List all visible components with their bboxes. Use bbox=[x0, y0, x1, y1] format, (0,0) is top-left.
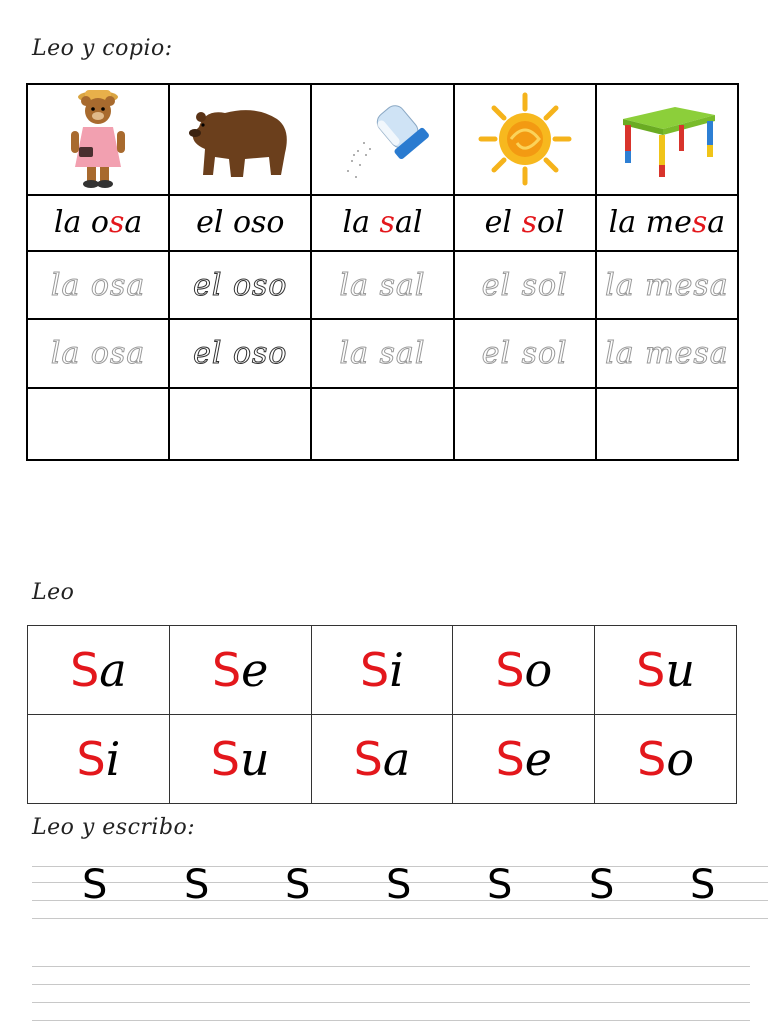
word-cell: la mesa bbox=[596, 195, 738, 251]
practice-letter: S bbox=[184, 862, 210, 908]
picture-cell bbox=[27, 84, 169, 195]
syllable-cell: So bbox=[595, 715, 737, 804]
trace-cell: el oso bbox=[169, 319, 311, 387]
practice-letter: S bbox=[690, 862, 716, 908]
word-cell: la osa bbox=[27, 195, 169, 251]
heading-read-write: Leo y escribo: bbox=[32, 815, 196, 840]
salt-shaker-icon bbox=[334, 91, 430, 187]
writing-cell[interactable] bbox=[27, 388, 169, 460]
trace-cell: el oso bbox=[169, 251, 311, 319]
trace-cell: la mesa bbox=[596, 319, 738, 387]
trace-cell: la sal bbox=[311, 319, 453, 387]
green-table-icon bbox=[615, 97, 719, 181]
syllable-cell: Si bbox=[28, 715, 170, 804]
trace-cell: la sal bbox=[311, 251, 453, 319]
trace-cell: el sol bbox=[454, 251, 596, 319]
picture-cell bbox=[596, 84, 738, 195]
word-cell: el sol bbox=[454, 195, 596, 251]
practice-letter: S bbox=[589, 862, 615, 908]
heading-read: Leo bbox=[32, 580, 75, 605]
writing-cell[interactable] bbox=[454, 388, 596, 460]
word-cell: la sal bbox=[311, 195, 453, 251]
picture-cell bbox=[169, 84, 311, 195]
word-cell: el oso bbox=[169, 195, 311, 251]
syllable-cell: Se bbox=[169, 626, 311, 715]
heading-read-copy: Leo y copio: bbox=[32, 36, 173, 61]
brown-bear-icon bbox=[185, 97, 295, 181]
trace-cell: el sol bbox=[454, 319, 596, 387]
syllable-cell: Su bbox=[169, 715, 311, 804]
syllable-cell: Se bbox=[453, 715, 595, 804]
syllable-cell: Sa bbox=[28, 626, 170, 715]
practice-letter: S bbox=[487, 862, 513, 908]
syllable-cell: Sa bbox=[311, 715, 453, 804]
trace-cell: la mesa bbox=[596, 251, 738, 319]
syllable-cell: So bbox=[453, 626, 595, 715]
syllable-cell: Si bbox=[311, 626, 453, 715]
picture-cell bbox=[454, 84, 596, 195]
writing-cell[interactable] bbox=[596, 388, 738, 460]
trace-cell: la osa bbox=[27, 251, 169, 319]
writing-cell[interactable] bbox=[311, 388, 453, 460]
word-copy-table bbox=[26, 83, 739, 461]
syllable-table bbox=[27, 625, 737, 804]
practice-letter: S bbox=[386, 862, 412, 908]
practice-letter-row bbox=[32, 862, 768, 912]
teddy-bear-girl-icon bbox=[63, 87, 133, 191]
picture-cell bbox=[311, 84, 453, 195]
practice-letter: S bbox=[285, 862, 311, 908]
trace-cell: la osa bbox=[27, 319, 169, 387]
syllable-cell: Su bbox=[595, 626, 737, 715]
sun-icon bbox=[477, 91, 573, 187]
writing-cell[interactable] bbox=[169, 388, 311, 460]
practice-letter: S bbox=[82, 862, 108, 908]
